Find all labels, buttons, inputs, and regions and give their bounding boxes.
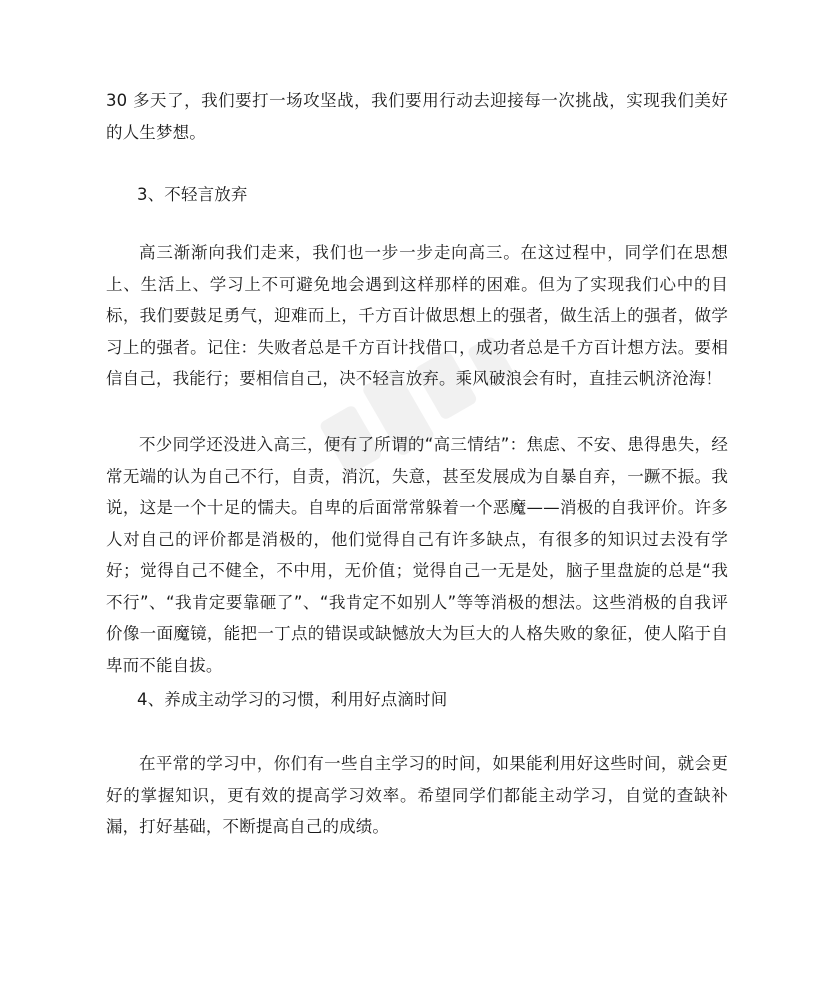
paragraph-senior-complex: 不少同学还没进入高三，便有了所谓的“高三情结”：焦虑、不安、患得患失，经常无端的认为自己不行，自责，消沉，失意，甚至发展成为自暴自弃，一蹶不振。我说，这是一个十足的懦夫。自卑的后面常常躲着一个恶魔——消极的自我评价。许多人对自己的评价都是消极的，他们觉得自己有许多缺点，有很多的知识过去没有学好；觉得自己不健全，不中用，无价值；觉得自己一无是处，脑子里盘旋的总是“我不行”、“我肯定要靠砸了”、“我肯定不如别人”等等消极的想法。这些消极的自我评价像一面魔镜，能把一丁点的错误或缺憾放大为巨大的人格失败的象征，使人陷于自卑而不能自拔。 <box>106 435 728 675</box>
paragraph-continuation: 30 多天了，我们要打一场攻坚战，我们要用行动去迎接每一次挑战，实现我们美好的人生梦想。 <box>106 91 728 142</box>
section-heading-4: 4、养成主动学习的习惯，利用好点滴时间 <box>137 690 448 709</box>
paragraph-not-give-up: 高三渐渐向我们走来，我们也一步一步走向高三。在这过程中，同学们在思想上、生活上、学习上不可避免地会遇到这样那样的困难。但为了实现我们心中的目标，我们要鼓足勇气，迎难而上，千方百计做思想上的强者，做生活上的强者，做学习上的强者。记住：失败者总是千方百计找借口，成功者总是千方百计想方法。要相信自己，我能行；要相信自己，决不轻言放弃。乘风破浪会有时，直挂云帆济沧海！ <box>106 243 728 388</box>
section-heading-3: 3、不轻言放弃 <box>137 185 248 204</box>
paragraph-active-learning: 在平常的学习中，你们有一些自主学习的时间，如果能利用好这些时间，就会更好的掌握知识，更有效的提高学习效率。希望同学们都能主动学习，自觉的查缺补漏，打好基础，不断提高自己的成绩。 <box>106 754 728 836</box>
